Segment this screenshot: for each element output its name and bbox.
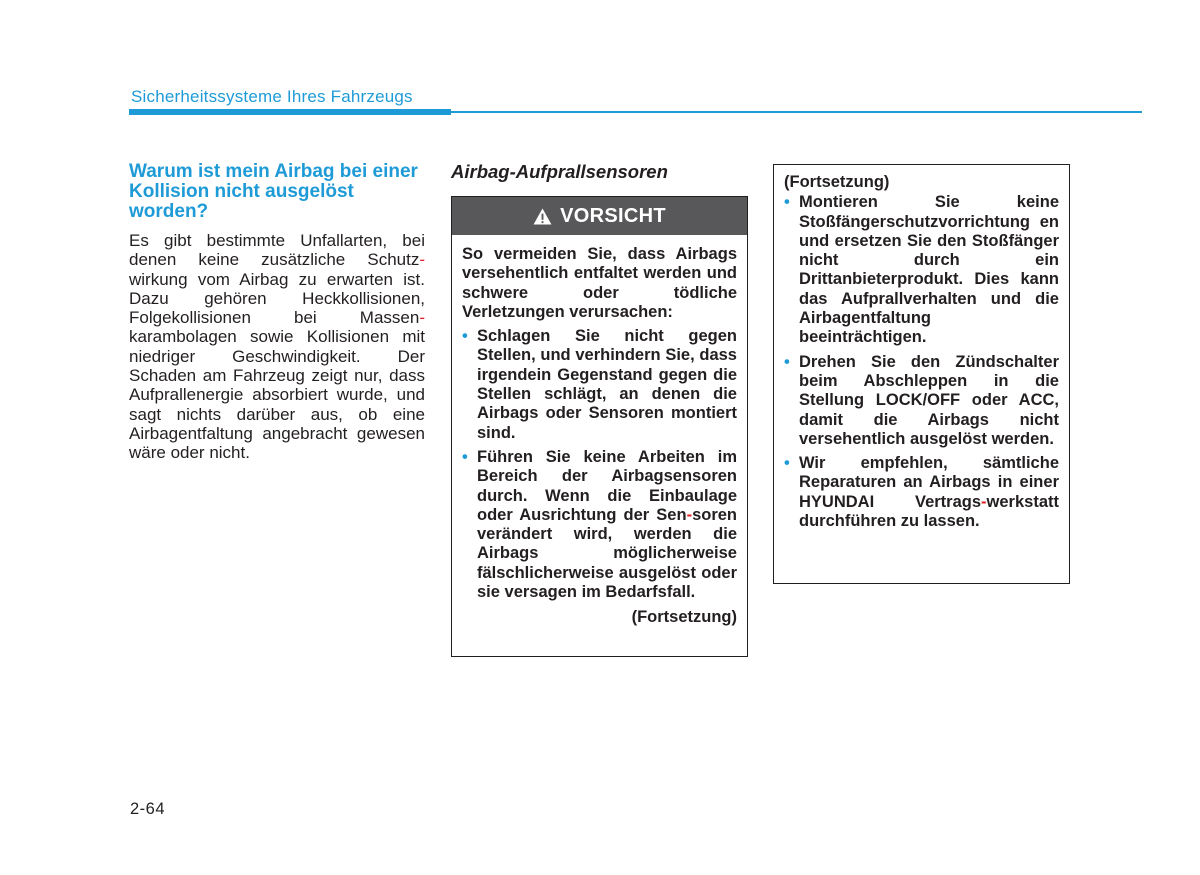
continued-heading: (Fortsetzung): [784, 173, 890, 191]
header-rule-accent: [129, 109, 451, 115]
caution-bullet-text: Führen Sie keine Arbeiten im Bereich der Airbagsensoren durch. Wenn die Einbaulage oder Ausrichtung der Sen-soren verändert wird, werden die Airbags möglicherweise fälschlicherweise ausgelöst oder sie versagen im Bedarfsfall.: [477, 447, 737, 602]
caution-bullet-text: Wir empfehlen, sämtliche Reparaturen an Airbags in einer HYUNDAI Vertrags-werkstatt durchführen zu lassen.: [799, 454, 1059, 531]
body-paragraph: Es gibt bestimmte Unfallarten, bei denen keine zusätzliche Schutz-wirkung vom Airbag zu erwarten ist. Dazu gehören Heckkollisionen, Folgekollisionen bei Massen-karambolagen sowie Kollisionen mit niedriger Geschwindigkeit. Der Schaden am Fahrzeug zeigt nur, dass Aufprallenergie absorbiert wurde, und sagt nichts darüber aus, ob eine Airbagentfaltung angebracht gewesen wäre oder nicht.: [129, 231, 425, 463]
page-number: 2-64: [130, 800, 166, 818]
left-column: [129, 162, 425, 463]
continued-content: [774, 165, 1069, 531]
caution-intro: So vermeiden Sie, dass Airbags versehentlich entfaltet werden und schwere oder tödliche Verletzungen verursachen:: [462, 245, 737, 321]
caution-bullet: [784, 193, 1059, 347]
caution-label: VORSICHT: [560, 204, 666, 227]
subheading: Airbag-Aufprallsensoren: [451, 161, 668, 182]
bullet-dot-icon: •: [784, 352, 790, 371]
caution-box: [451, 196, 748, 657]
caution-bullet: [462, 327, 737, 443]
section-heading: Warum ist mein Airbag bei einer Kollision nicht ausgelöst worden?: [129, 161, 418, 222]
caution-bullet-text: Montieren Sie keine Stoßfängerschutzvorrichtung en und ersetzen Sie den Stoßfänger nicht durch ein Drittanbieterprodukt. Dies kann das Aufprallverhalten und die Airbagentfaltung beeinträchtigen.: [799, 193, 1059, 347]
caution-bullet: [784, 454, 1059, 531]
caution-banner: [452, 197, 747, 235]
warning-triangle-icon: [533, 208, 552, 225]
caution-bullet: [784, 353, 1059, 449]
bullet-dot-icon: •: [462, 327, 468, 346]
bullet-dot-icon: •: [784, 454, 790, 473]
caution-bullet: [462, 448, 737, 602]
bullet-dot-icon: •: [784, 193, 790, 212]
caution-bullet-text: Schlagen Sie nicht gegen Stellen, und verhindern Sie, dass irgendein Gegenstand gegen die Stellen schlägt, an denen die Airbags oder Sensoren montiert sind.: [477, 327, 737, 442]
section-header-title: Sicherheitssysteme Ihres Fahrzeugs: [131, 87, 413, 106]
caution-bullet-text: Drehen Sie den Zündschalter beim Abschleppen in die Stellung LOCK/OFF oder ACC, damit die Airbags nicht versehentlich ausgelöst werden.: [799, 352, 1059, 448]
middle-column: [451, 160, 748, 627]
continued-caution-box: [773, 164, 1070, 584]
continued-note: (Fortsetzung): [631, 608, 737, 627]
bullet-dot-icon: •: [462, 447, 468, 466]
caution-content: [452, 235, 747, 628]
